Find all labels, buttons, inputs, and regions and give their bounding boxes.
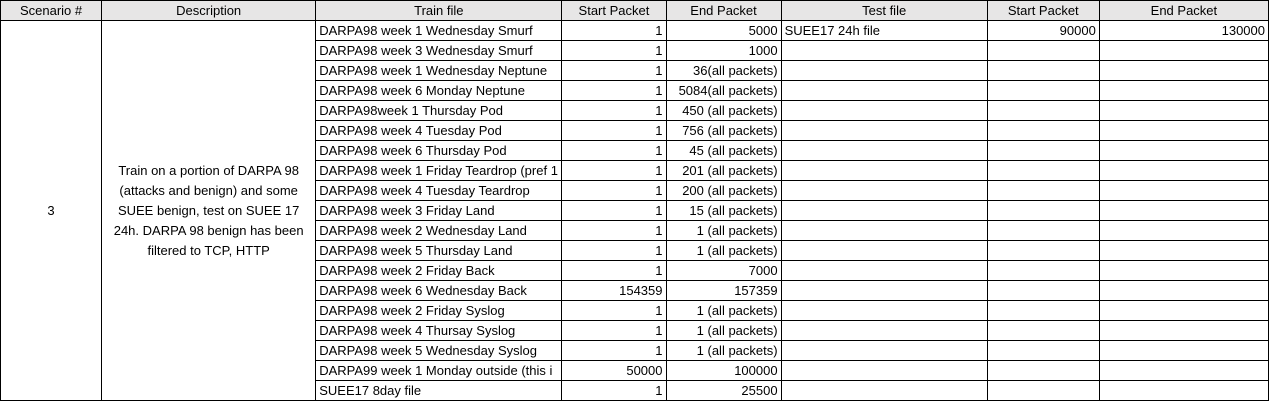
test-start-packet-cell[interactable] [987, 321, 1099, 341]
test-file-cell[interactable] [781, 41, 987, 61]
start-packet-cell[interactable]: 50000 [562, 361, 666, 381]
test-start-packet-cell[interactable] [987, 261, 1099, 281]
test-file-cell[interactable] [781, 381, 987, 401]
test-start-packet-cell[interactable] [987, 361, 1099, 381]
test-file-cell[interactable] [781, 161, 987, 181]
test-start-packet-cell[interactable] [987, 161, 1099, 181]
test-file-cell[interactable] [781, 361, 987, 381]
train-file-cell[interactable]: DARPA98 week 3 Friday Land [316, 201, 562, 221]
header-test-file[interactable]: Test file [781, 1, 987, 21]
test-end-packet-cell[interactable] [1099, 261, 1268, 281]
end-packet-cell[interactable]: 200 (all packets) [666, 181, 781, 201]
start-packet-cell[interactable]: 1 [562, 81, 666, 101]
header-start-packet[interactable]: Start Packet [562, 1, 666, 21]
header-train-file[interactable]: Train file [316, 1, 562, 21]
test-file-cell[interactable] [781, 261, 987, 281]
end-packet-cell[interactable]: 100000 [666, 361, 781, 381]
train-file-cell[interactable]: DARPA98 week 1 Wednesday Smurf [316, 21, 562, 41]
train-file-cell[interactable]: DARPA98 week 6 Thursday Pod [316, 141, 562, 161]
table-body [1, 21, 1269, 401]
start-packet-cell[interactable]: 1 [562, 121, 666, 141]
end-packet-cell[interactable]: 201 (all packets) [666, 161, 781, 181]
end-packet-cell[interactable]: 450 (all packets) [666, 101, 781, 121]
train-file-cell[interactable]: DARPA98 week 4 Tuesday Pod [316, 121, 562, 141]
train-file-cell[interactable]: DARPA98 week 2 Wednesday Land [316, 221, 562, 241]
start-packet-cell[interactable]: 1 [562, 161, 666, 181]
header-description[interactable]: Description [102, 1, 316, 21]
test-end-packet-cell[interactable] [1099, 81, 1268, 101]
test-end-packet-cell[interactable] [1099, 221, 1268, 241]
train-file-cell[interactable]: DARPA98 week 3 Wednesday Smurf [316, 41, 562, 61]
test-file-cell[interactable] [781, 221, 987, 241]
train-file-cell[interactable]: DARPA98week 1 Thursday Pod [316, 101, 562, 121]
table-row [1, 21, 1269, 41]
test-start-packet-cell[interactable] [987, 181, 1099, 201]
start-packet-cell[interactable]: 1 [562, 341, 666, 361]
train-file-cell[interactable]: DARPA98 week 6 Monday Neptune [316, 81, 562, 101]
end-packet-cell[interactable]: 15 (all packets) [666, 201, 781, 221]
test-file-cell[interactable] [781, 81, 987, 101]
header-end-packet[interactable]: End Packet [666, 1, 781, 21]
scenario-number-cell[interactable]: 3 [1, 21, 102, 401]
test-file-cell[interactable] [781, 61, 987, 81]
test-start-packet-cell[interactable] [987, 81, 1099, 101]
test-file-cell[interactable] [781, 321, 987, 341]
test-end-packet-cell[interactable] [1099, 181, 1268, 201]
test-end-packet-cell[interactable] [1099, 361, 1268, 381]
test-start-packet-cell[interactable] [987, 301, 1099, 321]
test-start-packet-cell[interactable] [987, 141, 1099, 161]
test-file-cell[interactable] [781, 141, 987, 161]
test-file-cell[interactable] [781, 181, 987, 201]
end-packet-cell[interactable]: 45 (all packets) [666, 141, 781, 161]
end-packet-cell[interactable]: 1 (all packets) [666, 341, 781, 361]
start-packet-cell[interactable]: 1 [562, 41, 666, 61]
test-end-packet-cell[interactable] [1099, 321, 1268, 341]
test-start-packet-cell[interactable] [987, 381, 1099, 401]
train-file-cell[interactable]: SUEE17 8day file [316, 381, 562, 401]
start-packet-cell[interactable]: 154359 [562, 281, 666, 301]
start-packet-cell[interactable]: 1 [562, 141, 666, 161]
test-start-packet-cell[interactable]: 90000 [987, 21, 1099, 41]
header-row [1, 1, 1269, 21]
description-cell[interactable]: Train on a portion of DARPA 98 (attacks and benign) and some SUEE benign, test on SUEE 17 24h. DARPA 98 benign has been filtered to TCP, HTTP [102, 21, 316, 401]
header-scenario[interactable]: Scenario # [1, 1, 102, 21]
start-packet-cell[interactable]: 1 [562, 301, 666, 321]
train-file-cell[interactable]: DARPA98 week 2 Friday Back [316, 261, 562, 281]
test-start-packet-cell[interactable] [987, 41, 1099, 61]
test-end-packet-cell[interactable] [1099, 161, 1268, 181]
test-start-packet-cell[interactable] [987, 341, 1099, 361]
test-end-packet-cell[interactable] [1099, 101, 1268, 121]
test-file-cell[interactable] [781, 121, 987, 141]
start-packet-cell[interactable]: 1 [562, 21, 666, 41]
test-end-packet-cell[interactable] [1099, 201, 1268, 221]
train-file-cell[interactable]: DARPA98 week 4 Thursay Syslog [316, 321, 562, 341]
test-end-packet-cell[interactable] [1099, 121, 1268, 141]
start-packet-cell[interactable]: 1 [562, 181, 666, 201]
test-start-packet-cell[interactable] [987, 201, 1099, 221]
end-packet-cell[interactable]: 1 (all packets) [666, 241, 781, 261]
end-packet-cell[interactable]: 5000 [666, 21, 781, 41]
test-file-cell[interactable]: SUEE17 24h file [781, 21, 987, 41]
start-packet-cell[interactable]: 1 [562, 101, 666, 121]
train-file-cell[interactable]: DARPA98 week 4 Tuesday Teardrop [316, 181, 562, 201]
train-file-cell[interactable]: DARPA98 week 5 Wednesday Syslog [316, 341, 562, 361]
end-packet-cell[interactable]: 756 (all packets) [666, 121, 781, 141]
start-packet-cell[interactable]: 1 [562, 321, 666, 341]
test-file-cell[interactable] [781, 101, 987, 121]
end-packet-cell[interactable]: 5084(all packets) [666, 81, 781, 101]
test-end-packet-cell[interactable] [1099, 41, 1268, 61]
test-end-packet-cell[interactable]: 130000 [1099, 21, 1268, 41]
test-start-packet-cell[interactable] [987, 281, 1099, 301]
test-end-packet-cell[interactable] [1099, 341, 1268, 361]
train-file-cell[interactable]: DARPA98 week 2 Friday Syslog [316, 301, 562, 321]
end-packet-cell[interactable]: 1000 [666, 41, 781, 61]
end-packet-cell[interactable]: 25500 [666, 381, 781, 401]
header-test-start-packet[interactable]: Start Packet [987, 1, 1099, 21]
end-packet-cell[interactable]: 1 (all packets) [666, 321, 781, 341]
test-end-packet-cell[interactable] [1099, 241, 1268, 261]
test-file-cell[interactable] [781, 301, 987, 321]
test-file-cell[interactable] [781, 281, 987, 301]
test-start-packet-cell[interactable] [987, 101, 1099, 121]
test-end-packet-cell[interactable] [1099, 381, 1268, 401]
test-file-cell[interactable] [781, 341, 987, 361]
start-packet-cell[interactable]: 1 [562, 221, 666, 241]
test-file-cell[interactable] [781, 241, 987, 261]
end-packet-cell[interactable]: 157359 [666, 281, 781, 301]
test-start-packet-cell[interactable] [987, 121, 1099, 141]
train-file-cell[interactable]: DARPA99 week 1 Monday outside (this i [316, 361, 562, 381]
start-packet-cell[interactable]: 1 [562, 381, 666, 401]
test-end-packet-cell[interactable] [1099, 301, 1268, 321]
train-file-cell[interactable]: DARPA98 week 5 Thursday Land [316, 241, 562, 261]
start-packet-cell[interactable]: 1 [562, 241, 666, 261]
train-file-cell[interactable]: DARPA98 week 1 Friday Teardrop (pref 1 [316, 161, 562, 181]
start-packet-cell[interactable]: 1 [562, 261, 666, 281]
end-packet-cell[interactable]: 1 (all packets) [666, 221, 781, 241]
start-packet-cell[interactable]: 1 [562, 61, 666, 81]
end-packet-cell[interactable]: 7000 [666, 261, 781, 281]
train-file-cell[interactable]: DARPA98 week 1 Wednesday Neptune [316, 61, 562, 81]
test-start-packet-cell[interactable] [987, 221, 1099, 241]
start-packet-cell[interactable]: 1 [562, 201, 666, 221]
test-end-packet-cell[interactable] [1099, 281, 1268, 301]
test-start-packet-cell[interactable] [987, 61, 1099, 81]
header-test-end-packet[interactable]: End Packet [1099, 1, 1268, 21]
train-file-cell[interactable]: DARPA98 week 6 Wednesday Back [316, 281, 562, 301]
end-packet-cell[interactable]: 1 (all packets) [666, 301, 781, 321]
test-file-cell[interactable] [781, 201, 987, 221]
end-packet-cell[interactable]: 36(all packets) [666, 61, 781, 81]
test-end-packet-cell[interactable] [1099, 141, 1268, 161]
test-end-packet-cell[interactable] [1099, 61, 1268, 81]
test-start-packet-cell[interactable] [987, 241, 1099, 261]
